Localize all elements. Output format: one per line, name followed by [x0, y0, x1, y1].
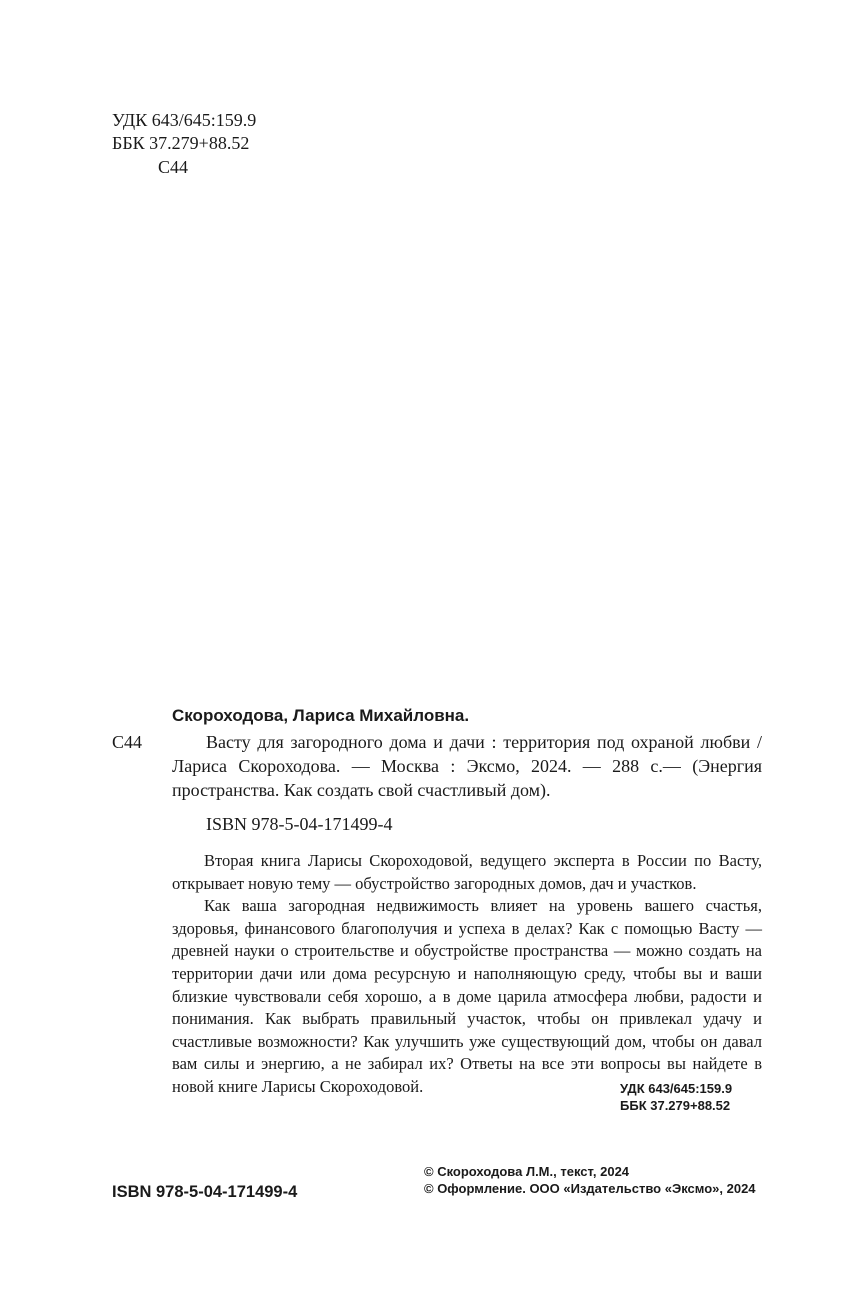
bottom-udk: УДК 643/645:159.9: [620, 1081, 733, 1096]
annotation: [172, 850, 762, 1099]
copyright-text: © Скороходова Л.М., текст, 2024: [424, 1164, 630, 1179]
record-isbn: ISBN 978-5-04-171499-4: [206, 814, 393, 834]
record-author-mark: С44: [112, 732, 143, 752]
top-udk: УДК 643/645:159.9: [112, 110, 257, 130]
copyright-design: © Оформление. ООО «Издательство «Эксмо», 2024: [424, 1181, 756, 1196]
record-description: Васту для загородного дома и дачи : территория под охраной любви / Лариса Скороходова. — Москва : Эксмо, 2024. — 288 с.— (Энергия пространства. Как создать свой счастливый дом).: [172, 732, 762, 800]
bottom-bbk: ББК 37.279+88.52: [620, 1098, 731, 1113]
footer-isbn: ISBN 978-5-04-171499-4: [112, 1183, 298, 1201]
author-heading: Скороходова, Лариса Михайловна.: [172, 706, 470, 725]
annotation-paragraph-1: Вторая книга Ларисы Скороходовой, ведущего эксперта в России по Васту, открывает новую тему — обустройство загородных домов, дач и участков.: [172, 851, 762, 893]
annotation-paragraph-2: Как ваша загородная недвижимость влияет на уровень вашего счастья, здоровья, финансового благополучия и успеха в делах? Как с помощью Васту — древней науки о строительстве и обустройстве пространства — можно создать на территории дачи или дома ресурсную и наполняющую среду, чтобы вы и ваши близкие чувствовали себя хорошо, а в доме царила атмосфера любви, радости и понимания. Как выбрать правильный участок, чтобы он привлекал удачу и счастливые возможности? Как улучшить уже существующий дом, чтобы он давал вам силы и энергию, а не забирал их? Ответы на все эти вопросы вы найдете в новой книге Ларисы Скороходовой.: [172, 896, 762, 1096]
top-bbk: ББК 37.279+88.52: [112, 133, 250, 153]
top-author-mark: С44: [158, 157, 189, 177]
